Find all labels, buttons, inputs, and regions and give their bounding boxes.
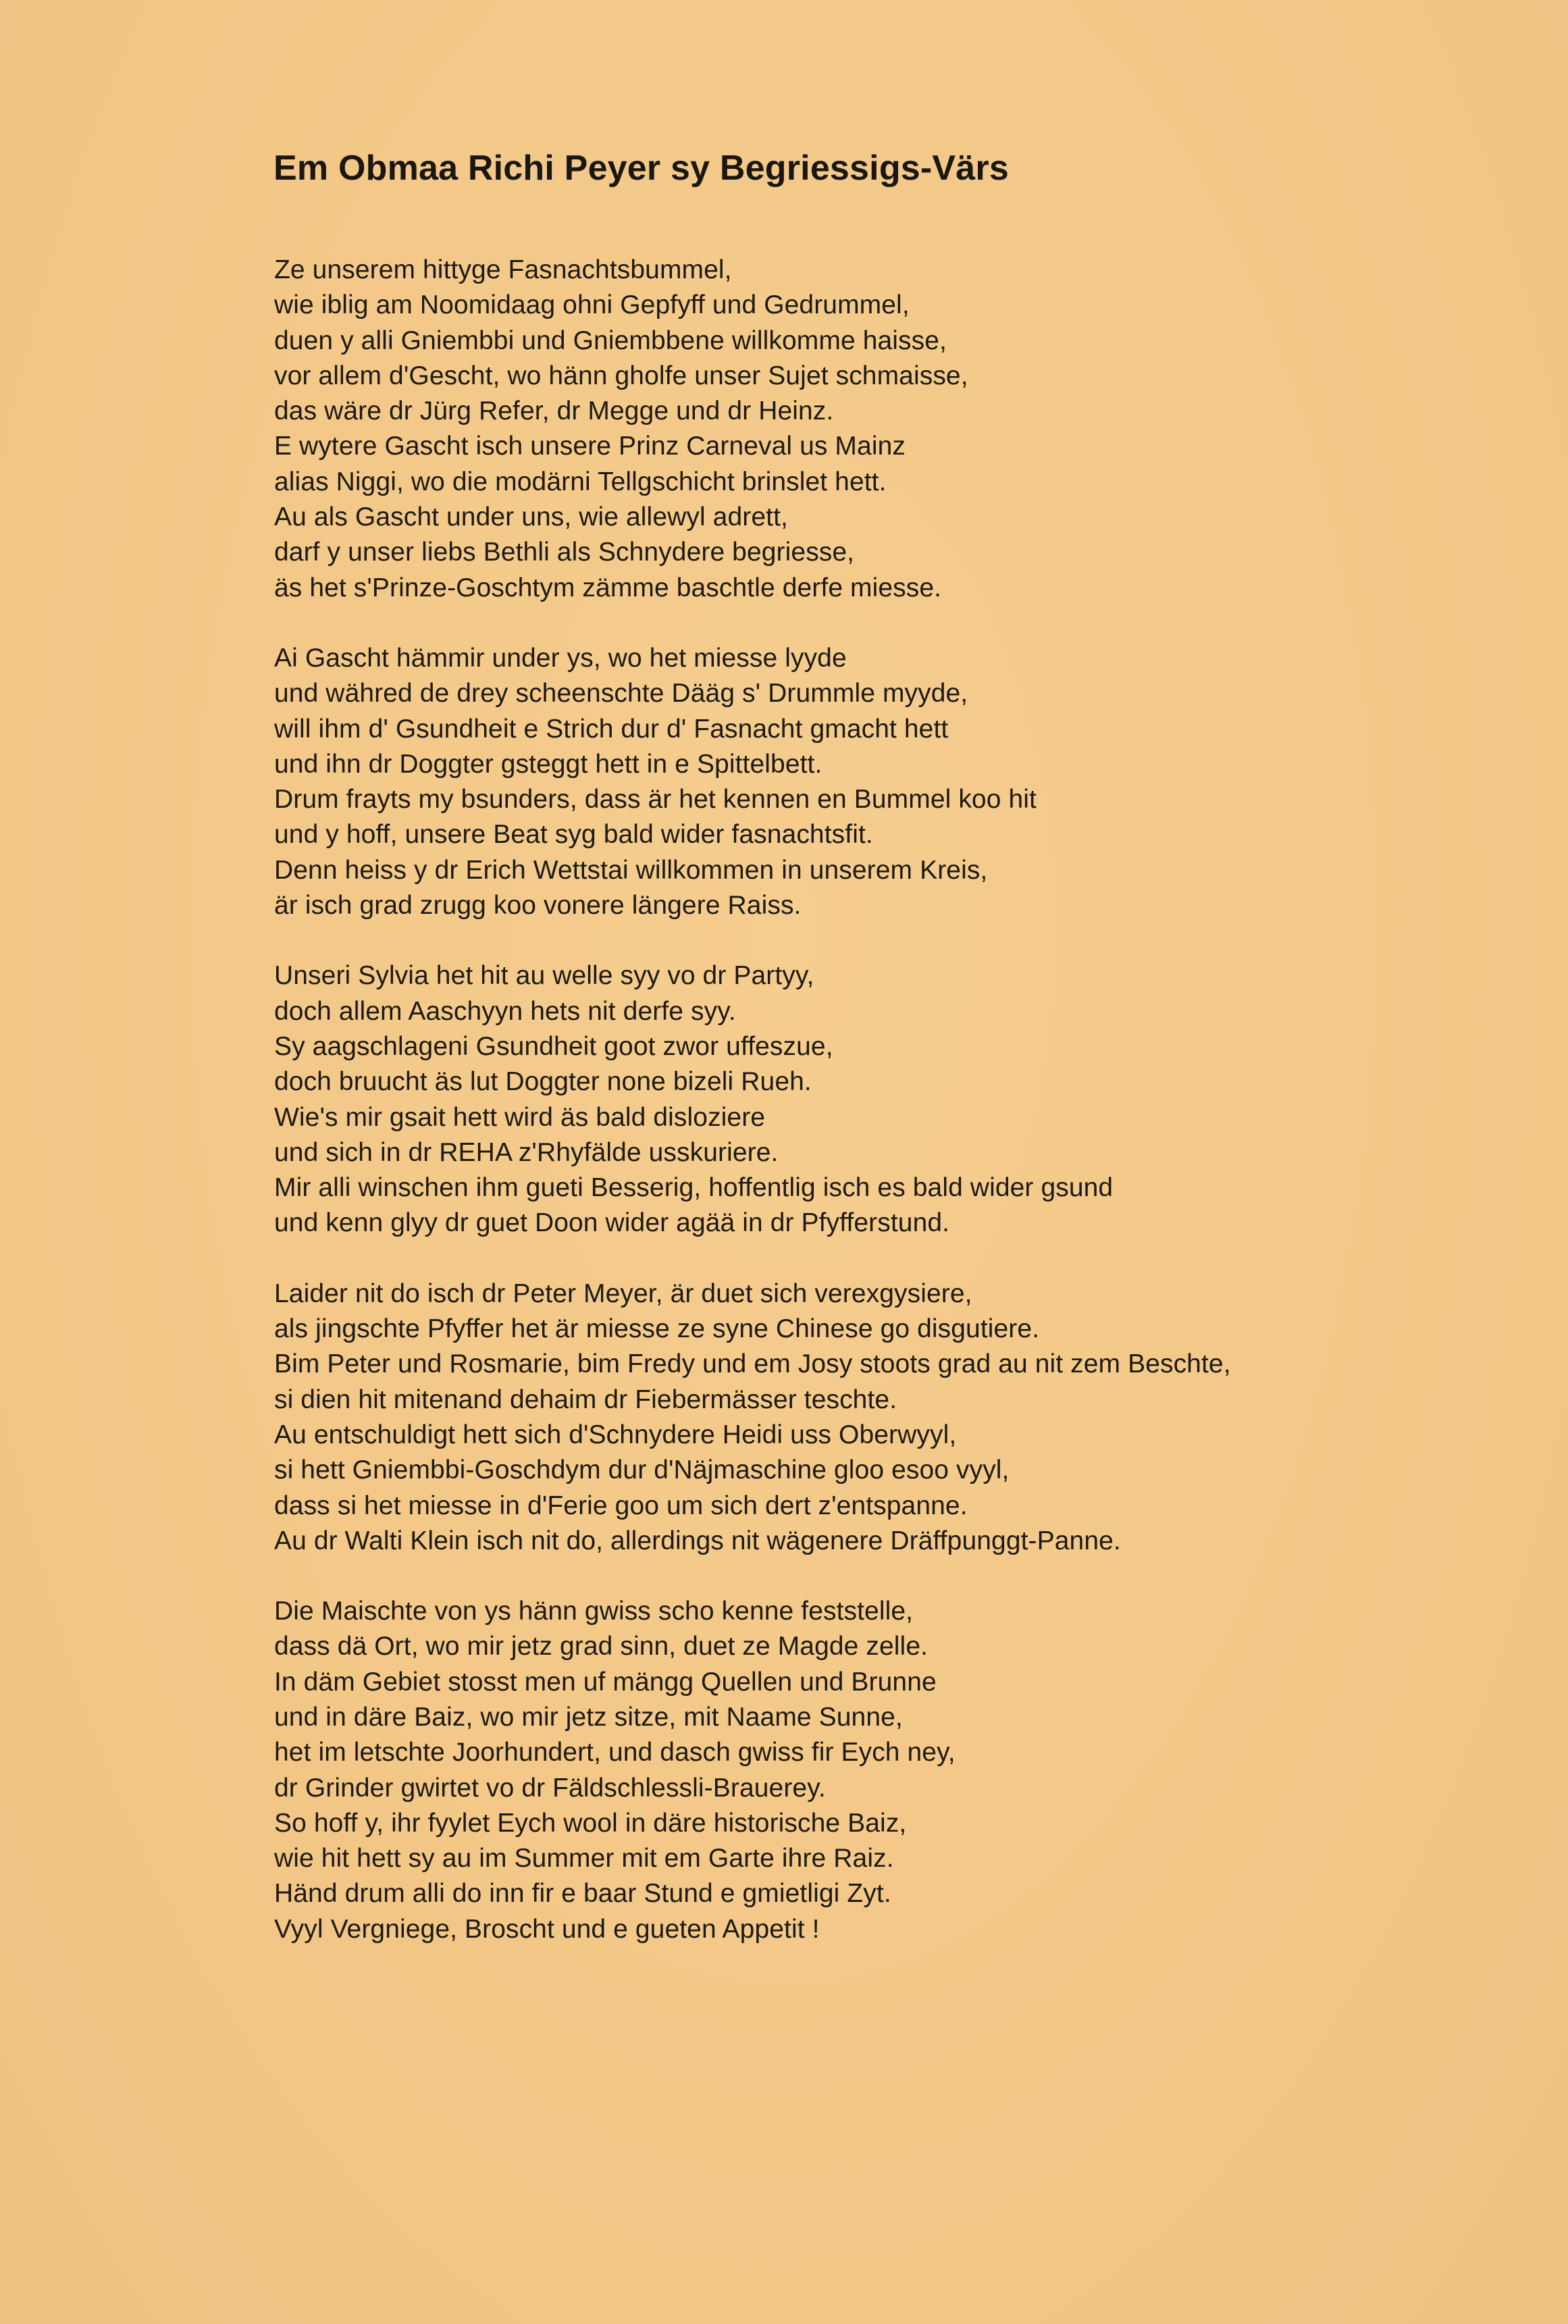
poem-line: dass dä Ort, wo mir jetz grad sinn, duet ze Magde zelle. [274,1632,929,1661]
poem-line: Händ drum alli do inn fir e baar Stund e gmietligi Zyt. [274,1879,891,1909]
poem-line: Bim Peter und Rosmarie, bim Fredy und em Josy stoots grad au nit zem Beschte, [274,1349,1231,1379]
poem-line: är isch grad zrugg koo vonere längere Raiss. [274,891,802,921]
poem-line: und in däre Baiz, wo mir jetz sitze, mit Naame Sunne, [274,1702,903,1732]
poem-line: doch bruucht äs lut Doggter none bizeli Rueh. [274,1067,812,1097]
poem-line: E wytere Gascht isch unsere Prinz Carneval us Mainz [274,432,906,461]
poem-line: In däm Gebiet stosst men uf mängg Quellen und Brunne [274,1667,937,1697]
poem-line: und sich in dr REHA z'Rhyfälde usskuriere. [274,1137,779,1167]
stanza [274,1276,1490,1559]
poem-line: Au dr Walti Klein isch nit do, allerdings nit wägenere Dräffpunggt-Panne. [274,1526,1121,1555]
poem-line: doch allem Aaschyyn hets nit derfe syy. [274,996,736,1026]
stanza [274,641,1490,923]
poem-line: duen y alli Gniembbi und Gniembbene willkomme haisse, [274,326,947,355]
stanza [274,253,1490,606]
poem-body [274,253,1490,1982]
poem-line: Ai Gascht hämmir under ys, wo het miesse lyyde [274,643,847,673]
poem-line: Denn heiss y dr Erich Wettstai willkommen in unserem Kreis, [274,855,988,885]
stanza [274,958,1490,1241]
poem-line: Mir alli winschen ihm gueti Besserig, hoffentlig isch es bald wider gsund [274,1173,1114,1203]
poem-line: und y hoff, unsere Beat syg bald wider fasnachtsfit. [274,820,873,850]
document-title: Em Obmaa Richi Peyer sy Begriessigs-Värs [273,149,1009,188]
stanza [274,1594,1490,1947]
poem-line: Au als Gascht under uns, wie allewyl adrett, [274,502,788,532]
poem-line: Wie's mir gsait hett wird äs bald disloziere [274,1102,766,1132]
poem-line: alias Niggi, wo die modärni Tellgschicht brinslet hett. [274,467,887,496]
poem-line: So hoff y, ihr fyylet Eych wool in däre historische Baiz, [274,1808,907,1838]
poem-line: und ihn dr Doggter gsteggt hett in e Spittelbett. [274,749,822,779]
poem-line: Vyyl Vergniege, Broscht und e gueten Appetit ! [274,1914,820,1944]
poem-line: Au entschuldigt hett sich d'Schnydere Heidi uss Oberwyyl, [274,1420,957,1449]
poem-line: dr Grinder gwirtet vo dr Fäldschlessli-Brauerey. [274,1773,826,1803]
poem-line: Ze unserem hittyge Fasnachtsbummel, [274,255,732,284]
poem-line: als jingschte Pfyffer het är miesse ze syne Chinese go disgutiere. [274,1314,1040,1344]
poem-line: het im letschte Joorhundert, und dasch gwiss fir Eych ney, [274,1738,956,1767]
poem-line: vor allem d'Gescht, wo hänn gholfe unser Sujet schmaisse, [274,361,968,390]
poem-line: dass si het miesse in d'Ferie goo um sich dert z'entspanne. [274,1491,968,1520]
poem-line: Sy aagschlageni Gsundheit goot zwor uffeszue, [274,1031,833,1061]
poem-line: darf y unser liebs Bethli als Schnydere begriesse, [274,538,855,567]
poem-line: Laider nit do isch dr Peter Meyer, är duet sich verexgysiere, [274,1279,972,1308]
poem-line: si hett Gniembbi-Goschdym dur d'Näjmaschine gloo esoo vyyl, [274,1455,1010,1485]
poem-line: und kenn glyy dr guet Doon wider agää in dr Pfyfferstund. [274,1208,950,1238]
poem-line: Unseri Sylvia het hit au welle syy vo dr Partyy, [274,961,814,991]
poem-line: wie iblig am Noomidaag ohni Gepfyff und Gedrummel, [274,290,910,320]
poem-line: Drum frayts my bsunders, dass är het kennen en Bummel koo hit [274,785,1037,815]
poem-line: Die Maischte von ys hänn gwiss scho kenne feststelle, [274,1597,914,1626]
poem-line: das wäre dr Jürg Refer, dr Megge und dr Heinz. [274,396,834,426]
poem-line: äs het s'Prinze-Goschtym zämme baschtle derfe miesse. [274,573,942,602]
poem-line: wie hit hett sy au im Summer mit em Garte ihre Raiz. [274,1844,894,1874]
poem-line: und währed de drey scheenschte Dääg s' Drummle myyde, [274,679,968,708]
poem-line: will ihm d' Gsundheit e Strich dur d' Fasnacht gmacht hett [274,714,949,744]
poem-line: si dien hit mitenand dehaim dr Fiebermässer teschte. [274,1385,897,1414]
